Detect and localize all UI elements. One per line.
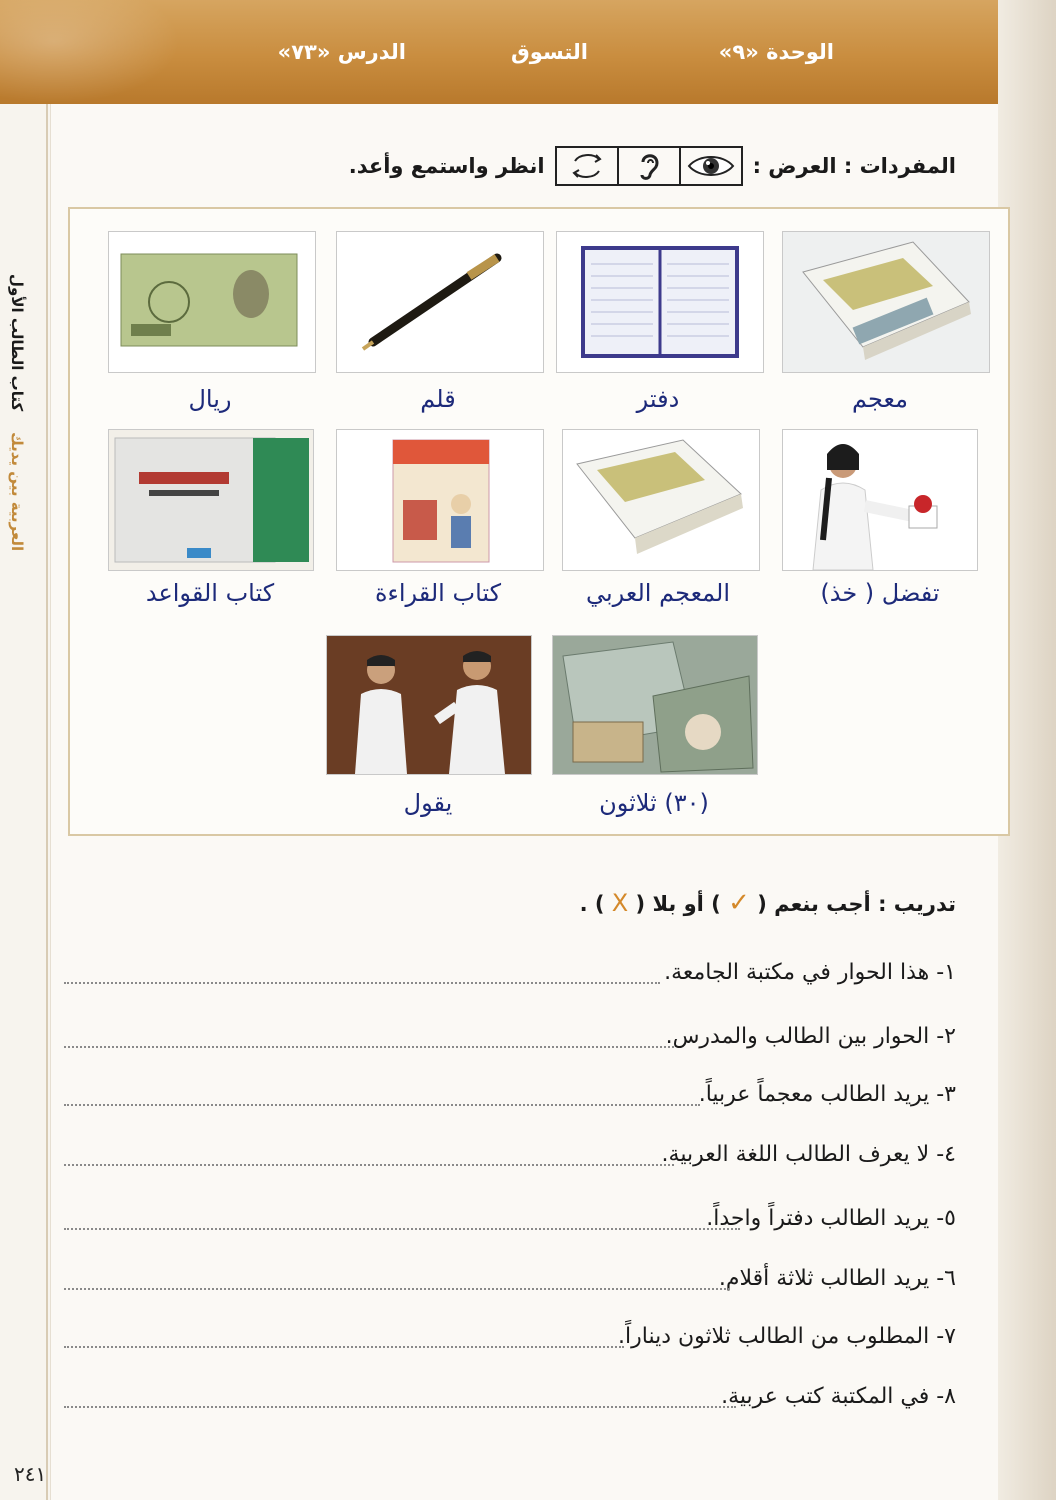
ear-icon [617, 148, 679, 184]
drill-instruction-c: ) . [579, 892, 605, 916]
header-band [0, 0, 1056, 104]
vocab-caption-9: (٣٠) ثلاثون [599, 789, 709, 817]
vocab-heading [349, 146, 956, 186]
vocab-image-reading-book [336, 429, 544, 571]
unit-label: الوحدة «٩» [718, 40, 834, 64]
answer-line-3[interactable] [64, 1104, 700, 1106]
vocab-image-pen [336, 231, 544, 373]
answer-line-7[interactable] [64, 1346, 624, 1348]
book-name: كتاب الطالب الأول [8, 274, 26, 412]
vocab-caption-3: قلم [420, 385, 456, 413]
vocab-caption-1: معجم [852, 385, 908, 413]
header-ornament [0, 0, 180, 104]
answer-line-1[interactable] [64, 982, 660, 984]
vocab-image-take [782, 429, 978, 571]
side-rule [46, 104, 48, 1500]
cross-mark-icon: X [611, 889, 629, 917]
eye-icon [679, 148, 741, 184]
vocab-image-thirty-currency [552, 635, 758, 775]
question-5: ٥- يريد الطالب دفتراً واحداً. [706, 1206, 956, 1231]
question-3: ٣- يريد الطالب معجماً عربياً. [698, 1082, 956, 1107]
vocab-caption-10: يقول [403, 789, 453, 817]
vocab-title: المفردات : العرض : [752, 154, 956, 178]
vocab-caption-8: كتاب القواعد [145, 579, 275, 607]
vocab-image-notebook [556, 231, 764, 373]
question-7: ٧- المطلوب من الطالب ثلاثون ديناراً. [618, 1324, 956, 1349]
answer-line-4[interactable] [64, 1164, 674, 1166]
drill-instruction-a: أجب بنعم ( [757, 892, 871, 916]
vocab-caption-6: المعجم العربي [585, 579, 730, 607]
book-series-label [8, 274, 26, 551]
check-mark-icon: ✓ [728, 888, 750, 918]
drill-heading [580, 888, 956, 918]
vocab-caption-4: ريال [188, 385, 232, 413]
vocab-image-dictionary [782, 231, 990, 373]
vocab-caption-5: تفضل ( خذ) [820, 579, 940, 607]
question-6: ٦- يريد الطالب ثلاثة أقلام. [718, 1266, 956, 1291]
vocab-image-grammar-book [108, 429, 314, 571]
vocab-caption-7: كتاب القراءة [374, 579, 502, 607]
instruction-icons [555, 146, 743, 186]
answer-line-6[interactable] [64, 1288, 730, 1290]
vocab-caption-2: دفتر [636, 385, 680, 413]
vocab-frame [68, 207, 1010, 836]
page-number: ٢٤١ [14, 1462, 47, 1486]
topic-label: التسوق [511, 40, 588, 64]
vocab-instruction: انظر واستمع وأعد. [348, 154, 545, 178]
lesson-label: الدرس «٧٣» [277, 40, 406, 64]
question-4: ٤- لا يعرف الطالب اللغة العربية. [661, 1142, 956, 1167]
repeat-icon [557, 148, 617, 184]
side-tab [0, 104, 51, 1500]
question-1: ١- هذا الحوار في مكتبة الجامعة. [664, 960, 956, 985]
answer-line-5[interactable] [64, 1228, 740, 1230]
answer-line-8[interactable] [64, 1406, 736, 1408]
drill-label: تدريب : [878, 892, 956, 916]
vocab-image-arabic-dictionary [562, 429, 760, 571]
vocab-image-men-talking [326, 635, 532, 775]
answer-line-2[interactable] [64, 1046, 674, 1048]
vocab-image-riyal [108, 231, 316, 373]
drill-instruction-b: ) أو بلا ( [635, 892, 721, 916]
question-2: ٢- الحوار بين الطالب والمدرس. [665, 1024, 956, 1049]
question-8: ٨- في المكتبة كتب عربية. [721, 1384, 956, 1409]
series-name: العربية بين يديك [8, 432, 26, 552]
